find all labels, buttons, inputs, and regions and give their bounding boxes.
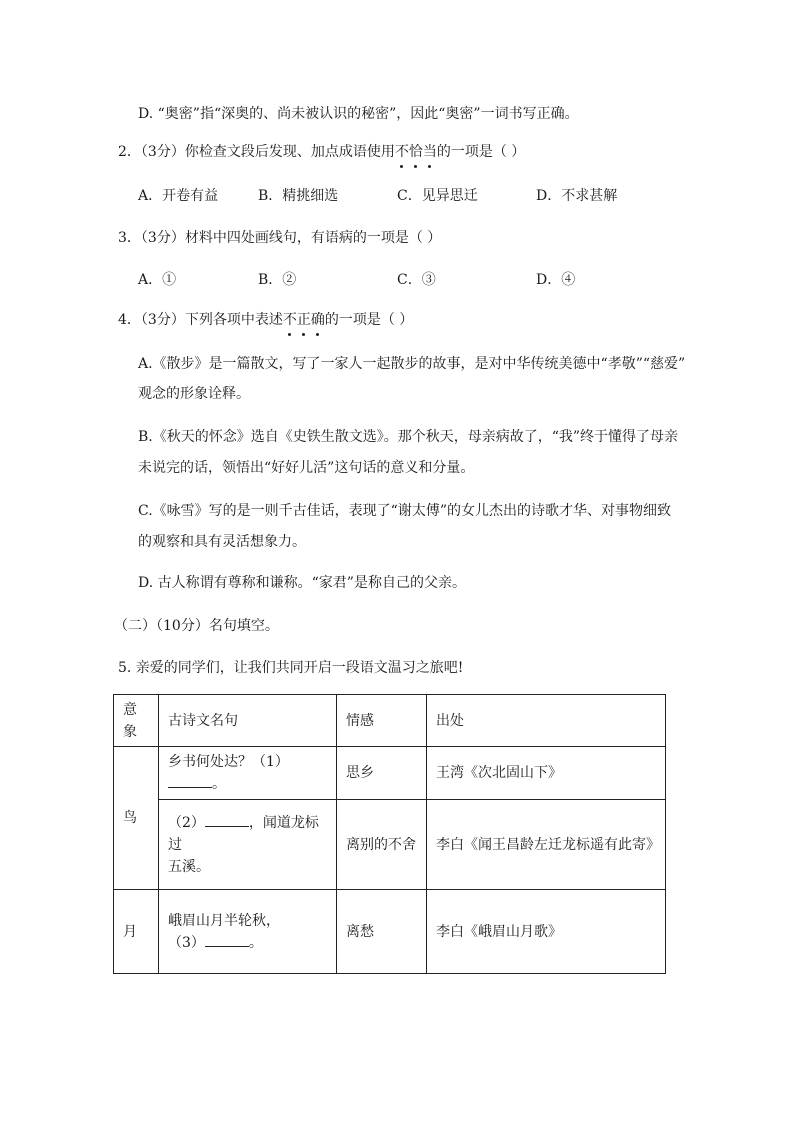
q4-option-a-line2: 观念的形象诠释。 — [138, 386, 250, 402]
table-row — [114, 890, 666, 974]
poem-table — [113, 694, 666, 974]
q4-option-c-line1: C.《咏雪》写的是一则千古佳话，表现了“谢太傅”的女儿杰出的诗歌才华、对事物细致 — [138, 503, 671, 519]
imagery-bird: 鸟 — [114, 747, 159, 890]
verse-end: 。 — [212, 776, 226, 792]
q3-option-b: B．② — [258, 272, 297, 288]
verse-text-2: 五溪。 — [168, 858, 210, 875]
q4-dotted-1: 不 — [282, 312, 297, 328]
verse-cell — [159, 747, 337, 800]
q2-dotted-3: 当 — [422, 144, 437, 160]
q2-suffix: 的一项是（ ） — [436, 144, 526, 160]
emotion-cell: 离愁 — [337, 890, 427, 974]
q4-option-d: D. 古人称谓有尊称和谦称。“家君”是称自己的父亲。 — [138, 575, 466, 591]
q4-option-c-line2: 的观察和具有灵活想象力。 — [138, 534, 306, 550]
verse-cell — [159, 800, 337, 890]
verse-start: （2） — [168, 814, 205, 831]
q4-option-b-line1: B.《秋天的怀念》选自《史铁生散文选》。那个秋天，母亲病故了，“我”终于懂得了母亲 — [138, 429, 679, 445]
q2-option-a: A．开卷有益 — [138, 188, 219, 204]
blank-3[interactable] — [205, 932, 249, 947]
blank-2[interactable] — [205, 812, 249, 827]
q3-option-d: D．④ — [536, 272, 576, 288]
q2-dotted-2: 恰 — [408, 144, 423, 160]
verse-start: （3） — [168, 934, 205, 951]
verse-cell — [159, 890, 337, 974]
q2-option-d: D．不求甚解 — [536, 188, 618, 204]
q4-option-a-line1: A.《散步》是一篇散文，写了一家人一起散步的故事，是对中华传统美德中“孝敬”“慈爱” — [138, 356, 686, 372]
q4-option-b-line2: 未说完的话，领悟出“好好儿活”这句话的意义和分量。 — [138, 460, 475, 476]
header-source: 出处 — [427, 695, 666, 747]
question-2 — [118, 142, 525, 162]
source-cell: 王湾《次北固山下》 — [427, 747, 666, 800]
emotion-cell: 离别的不舍 — [337, 800, 427, 890]
q2-option-c: C．见异思迁 — [397, 188, 478, 204]
table-header-row — [114, 695, 666, 747]
q4-prefix: 4．（3分）下列各项中表述 — [118, 312, 283, 328]
q2-prefix: 2．（3分）你检查文段后发现、加点成语使用 — [118, 144, 395, 160]
q2-option-b: B．精挑细选 — [258, 188, 339, 204]
question-4 — [118, 310, 413, 330]
verse-text: ，闻道龙标过 — [168, 814, 319, 853]
q4-dotted-3: 确 — [310, 312, 325, 328]
verse-end: 。 — [248, 934, 263, 951]
question-5: 5. 亲爱的同学们，让我们共同开启一段语文温习之旅吧! — [118, 660, 464, 676]
table-row — [114, 747, 666, 800]
emotion-cell: 思乡 — [337, 747, 427, 800]
q2-dotted-1: 不 — [394, 144, 409, 160]
q4-dotted-2: 正 — [296, 312, 311, 328]
section-2-heading: （二）（10分）名句填空。 — [114, 618, 279, 634]
verse-text: 乡书何处达？（1） — [168, 754, 289, 770]
q4-suffix: 的一项是（ ） — [324, 312, 414, 328]
question-3: 3．（3分）材料中四处画线句，有语病的一项是（ ） — [118, 230, 442, 246]
table-row — [114, 800, 666, 890]
q3-option-a: A．① — [138, 272, 177, 288]
header-verse: 古诗文名句 — [159, 695, 337, 747]
header-emotion: 情感 — [337, 695, 427, 747]
q1-option-d: D. “奥密”指“深奥的、尚未被认识的秘密”，因此“奥密”一词书写正确。 — [138, 106, 579, 122]
verse-line1: 峨眉山月半轮秋， — [168, 912, 280, 929]
header-imagery: 意象 — [114, 695, 159, 747]
imagery-moon: 月 — [114, 890, 159, 974]
q3-option-c: C．③ — [397, 272, 436, 288]
source-cell: 李白《峨眉山月歌》 — [427, 890, 666, 974]
blank-1[interactable] — [168, 773, 212, 788]
source-cell: 李白《闻王昌龄左迁龙标遥有此寄》 — [427, 800, 666, 890]
